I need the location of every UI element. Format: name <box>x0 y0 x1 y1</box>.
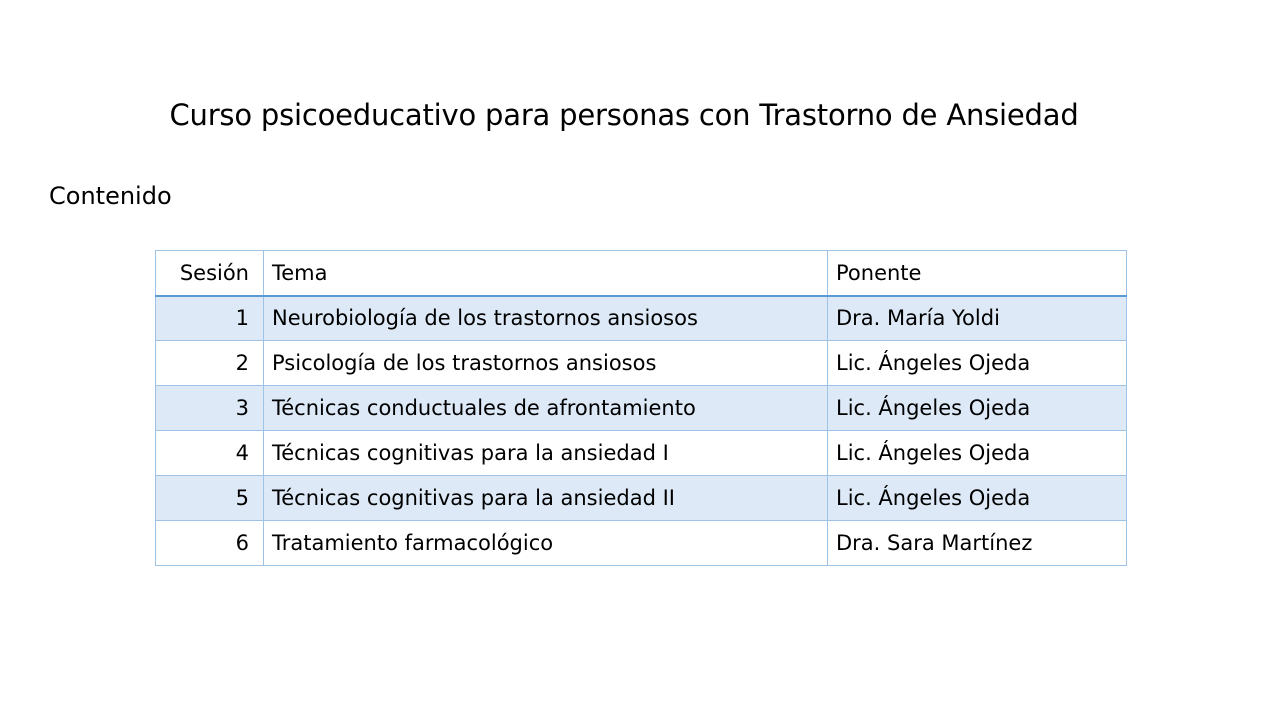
column-header-speaker: Ponente <box>828 251 1127 296</box>
session-speaker: Lic. Ángeles Ojeda <box>828 341 1127 386</box>
session-topic: Técnicas cognitivas para la ansiedad I <box>264 431 828 476</box>
session-number: 1 <box>156 296 264 341</box>
column-header-topic: Tema <box>264 251 828 296</box>
slide-title: Curso psicoeducativo para personas con Trastorno de Ansiedad <box>169 98 1079 132</box>
session-topic: Neurobiología de los trastornos ansiosos <box>264 296 828 341</box>
session-number: 5 <box>156 476 264 521</box>
table-row <box>156 476 1127 521</box>
table-row <box>156 521 1127 566</box>
table-row <box>156 341 1127 386</box>
sessions-table <box>155 250 1127 566</box>
section-heading: Contenido <box>49 182 172 210</box>
table-row <box>156 296 1127 341</box>
session-number: 6 <box>156 521 264 566</box>
session-number: 4 <box>156 431 264 476</box>
session-topic: Tratamiento farmacológico <box>264 521 828 566</box>
session-number: 3 <box>156 386 264 431</box>
session-topic: Psicología de los trastornos ansiosos <box>264 341 828 386</box>
session-topic: Técnicas conductuales de afrontamiento <box>264 386 828 431</box>
session-speaker: Lic. Ángeles Ojeda <box>828 431 1127 476</box>
sessions-table-container <box>155 250 1126 566</box>
table-header-row <box>156 251 1127 296</box>
table-row <box>156 431 1127 476</box>
column-header-session: Sesión <box>156 251 264 296</box>
session-number: 2 <box>156 341 264 386</box>
table-row <box>156 386 1127 431</box>
session-speaker: Dra. María Yoldi <box>828 296 1127 341</box>
session-speaker: Lic. Ángeles Ojeda <box>828 386 1127 431</box>
session-speaker: Lic. Ángeles Ojeda <box>828 476 1127 521</box>
session-topic: Técnicas cognitivas para la ansiedad II <box>264 476 828 521</box>
session-speaker: Dra. Sara Martínez <box>828 521 1127 566</box>
